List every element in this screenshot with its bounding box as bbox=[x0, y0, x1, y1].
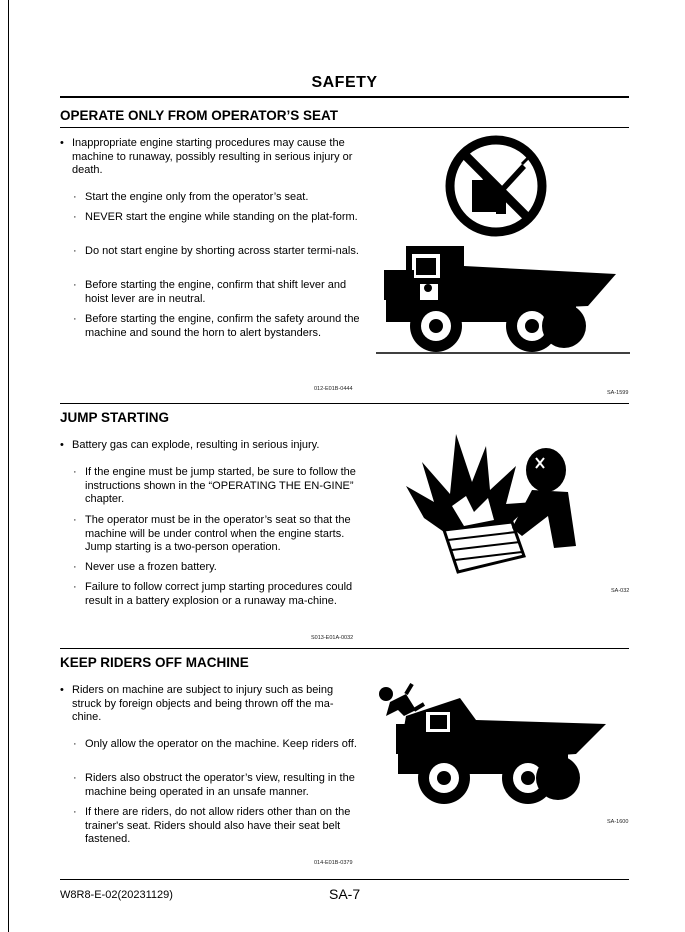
battery-explosion-icon bbox=[404, 432, 580, 580]
page-number: SA-7 bbox=[329, 886, 361, 902]
intro-text: Battery gas can explode, resulting in serious injury. bbox=[72, 439, 320, 451]
dot-marker: · bbox=[73, 211, 77, 223]
list-item bbox=[73, 191, 363, 205]
figure-code: SA-1600 bbox=[607, 819, 629, 825]
section-intro bbox=[60, 684, 360, 725]
dump-truck-illustration bbox=[376, 240, 630, 358]
list-item bbox=[73, 466, 363, 507]
section-title-keep-riders-off: KEEP RIDERS OFF MACHINE bbox=[60, 655, 249, 670]
dot-marker: · bbox=[73, 279, 77, 291]
list-item-text: Do not start engine by shorting across starter termi-nals. bbox=[85, 245, 359, 257]
dot-marker: · bbox=[73, 245, 77, 257]
list-item-text: If the engine must be jump started, be sure to follow the instructions shown in the “OPERATING THE EN-GINE” chapter. bbox=[85, 466, 356, 505]
bullet-marker: • bbox=[60, 684, 64, 696]
list-item bbox=[73, 738, 363, 752]
list-item-text: Riders also obstruct the operator’s view, resulting in the machine being operated in an unsafe manner. bbox=[85, 772, 355, 798]
list-item-text: Failure to follow correct jump starting procedures could result in a battery explosion or a runaway ma-chine. bbox=[85, 581, 353, 607]
intro-text: Riders on machine are subject to injury such as being struck by foreign objects and being thrown off the ma-chine. bbox=[72, 684, 334, 723]
page-edge-line bbox=[8, 0, 9, 932]
dot-marker: · bbox=[73, 313, 77, 325]
dot-marker: · bbox=[73, 561, 77, 573]
bullet-marker: • bbox=[60, 439, 64, 451]
dot-marker: · bbox=[73, 738, 77, 750]
section-code: S013-E01A-0032 bbox=[311, 635, 354, 641]
list-item-text: NEVER start the engine while standing on the plat-form. bbox=[85, 211, 358, 223]
bullet-marker: • bbox=[60, 137, 64, 149]
figure-code: SA-1599 bbox=[607, 390, 629, 396]
list-item bbox=[73, 279, 363, 306]
list-item bbox=[73, 772, 363, 799]
section-intro bbox=[60, 137, 360, 178]
intro-text: Inappropriate engine starting procedures may cause the machine to runaway, possibly resulting in serious injury or death. bbox=[72, 137, 353, 176]
list-item-text: Start the engine only from the operator’s seat. bbox=[85, 191, 309, 203]
dot-marker: · bbox=[73, 514, 77, 526]
section-code: 014-E01B-0379 bbox=[314, 860, 353, 866]
list-item-text: If there are riders, do not allow riders other than on the trainer's seat. Riders should also have their seat belt fastened. bbox=[85, 806, 351, 845]
section-intro bbox=[60, 439, 360, 453]
dump-truck-with-rider-illustration bbox=[376, 680, 614, 810]
document-code: W8R8-E-02(20231129) bbox=[60, 889, 173, 901]
dot-marker: · bbox=[73, 191, 77, 203]
section-title-operator-seat: OPERATE ONLY FROM OPERATOR’S SEAT bbox=[60, 108, 339, 123]
list-item-text: Before starting the engine, confirm that shift lever and hoist lever are in neutral. bbox=[85, 279, 347, 305]
dot-marker: · bbox=[73, 581, 77, 593]
dot-marker: · bbox=[73, 466, 77, 478]
no-shorting-prohibition-icon bbox=[444, 134, 548, 238]
list-item bbox=[73, 561, 363, 575]
list-item bbox=[73, 245, 363, 259]
section-title-jump-starting: JUMP STARTING bbox=[60, 410, 170, 425]
list-item bbox=[73, 581, 363, 608]
list-item bbox=[73, 514, 363, 555]
dot-marker: · bbox=[73, 806, 77, 818]
list-item bbox=[73, 806, 363, 847]
figure-code: SA-032 bbox=[611, 588, 630, 594]
list-item-text: Only allow the operator on the machine. Keep riders off. bbox=[85, 738, 357, 750]
section-rule bbox=[60, 127, 629, 128]
list-item-text: Never use a frozen battery. bbox=[85, 561, 217, 573]
section-divider bbox=[60, 403, 629, 404]
page-title: SAFETY bbox=[311, 74, 378, 91]
section-divider bbox=[60, 648, 629, 649]
footer-rule bbox=[60, 879, 629, 880]
dot-marker: · bbox=[73, 772, 77, 784]
header-rule bbox=[60, 96, 629, 98]
list-item bbox=[73, 211, 363, 225]
list-item bbox=[73, 313, 363, 340]
list-item-text: Before starting the engine, confirm the safety around the machine and sound the horn to alert bystanders. bbox=[85, 313, 360, 339]
section-code: 012-E01B-0444 bbox=[314, 386, 353, 392]
list-item-text: The operator must be in the operator’s seat so that the machine will be under control when the engine starts. Jump starting is a two-person operation. bbox=[85, 514, 351, 553]
